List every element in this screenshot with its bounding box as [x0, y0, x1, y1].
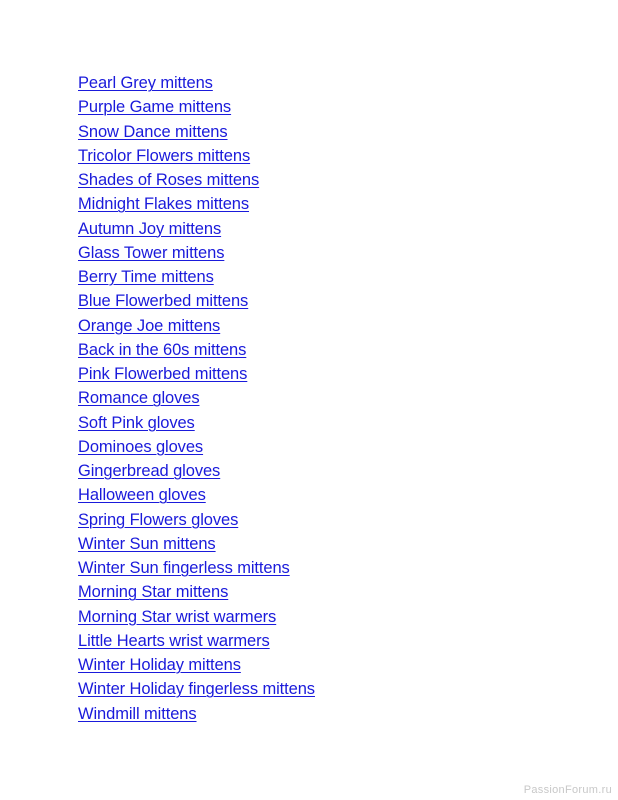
link-romance-gloves[interactable]: Romance gloves [78, 389, 200, 408]
link-purple-game-mittens[interactable]: Purple Game mittens [78, 98, 232, 117]
link-pearl-grey-mittens[interactable]: Pearl Grey mittens [78, 74, 213, 92]
link-shades-of-roses-mittens[interactable]: Shades of Roses mittens [78, 171, 260, 189]
list-item [78, 412, 315, 436]
link-gingerbread-gloves[interactable]: Gingerbread gloves [78, 462, 221, 480]
list-item [78, 121, 315, 145]
link-winter-holiday-mittens[interactable]: Winter Holiday mittens [78, 656, 241, 674]
list-item [78, 557, 315, 581]
link-windmill-mittens[interactable]: Windmill mittens [78, 704, 197, 723]
list-item [78, 460, 315, 484]
watermark: PassionForum.ru [523, 784, 612, 796]
list-item [78, 290, 315, 314]
list-item [78, 581, 315, 605]
list-item [78, 654, 315, 678]
link-morning-star-wrist-warmers[interactable]: Morning Star wrist warmers [78, 607, 277, 626]
list-item [78, 242, 315, 266]
list-item [78, 363, 315, 387]
link-pink-flowerbed-mittens[interactable]: Pink Flowerbed mittens [78, 365, 248, 383]
link-winter-sun-mittens[interactable]: Winter Sun mittens [78, 534, 216, 553]
link-spring-flowers-gloves[interactable]: Spring Flowers gloves [78, 510, 239, 529]
link-berry-time-mittens[interactable]: Berry Time mittens [78, 268, 214, 286]
list-item [78, 339, 315, 363]
link-halloween-gloves[interactable]: Halloween gloves [78, 486, 206, 505]
link-glass-tower-mittens[interactable]: Glass Tower mittens [78, 243, 225, 262]
list-item [78, 193, 315, 217]
link-dominoes-gloves[interactable]: Dominoes gloves [78, 437, 204, 456]
list-item [78, 96, 315, 120]
list-item [78, 218, 315, 242]
pattern-link-list [78, 72, 315, 727]
link-orange-joe-mittens[interactable]: Orange Joe mittens [78, 316, 221, 335]
list-item [78, 703, 315, 727]
list-item [78, 630, 315, 654]
link-little-hearts-wrist-warmers[interactable]: Little Hearts wrist warmers [78, 631, 270, 650]
link-back-in-the-60s-mittens[interactable]: Back in the 60s mittens [78, 340, 247, 359]
link-winter-sun-fingerless-mittens[interactable]: Winter Sun fingerless mittens [78, 559, 290, 577]
list-item [78, 606, 315, 630]
link-soft-pink-gloves[interactable]: Soft Pink gloves [78, 413, 195, 432]
link-winter-holiday-fingerless-mittens[interactable]: Winter Holiday fingerless mittens [78, 680, 315, 699]
list-item [78, 145, 315, 169]
list-item [78, 266, 315, 290]
link-snow-dance-mittens[interactable]: Snow Dance mittens [78, 122, 228, 141]
list-item [78, 533, 315, 557]
list-item [78, 678, 315, 702]
list-item [78, 72, 315, 96]
list-item [78, 436, 315, 460]
link-morning-star-mittens[interactable]: Morning Star mittens [78, 583, 229, 602]
list-item [78, 484, 315, 508]
list-item [78, 509, 315, 533]
list-item [78, 315, 315, 339]
list-item [78, 387, 315, 411]
list-item [78, 169, 315, 193]
link-midnight-flakes-mittens[interactable]: Midnight Flakes mittens [78, 195, 250, 214]
link-tricolor-flowers-mittens[interactable]: Tricolor Flowers mittens [78, 146, 251, 165]
link-blue-flowerbed-mittens[interactable]: Blue Flowerbed mittens [78, 292, 249, 311]
link-autumn-joy-mittens[interactable]: Autumn Joy mittens [78, 219, 222, 238]
